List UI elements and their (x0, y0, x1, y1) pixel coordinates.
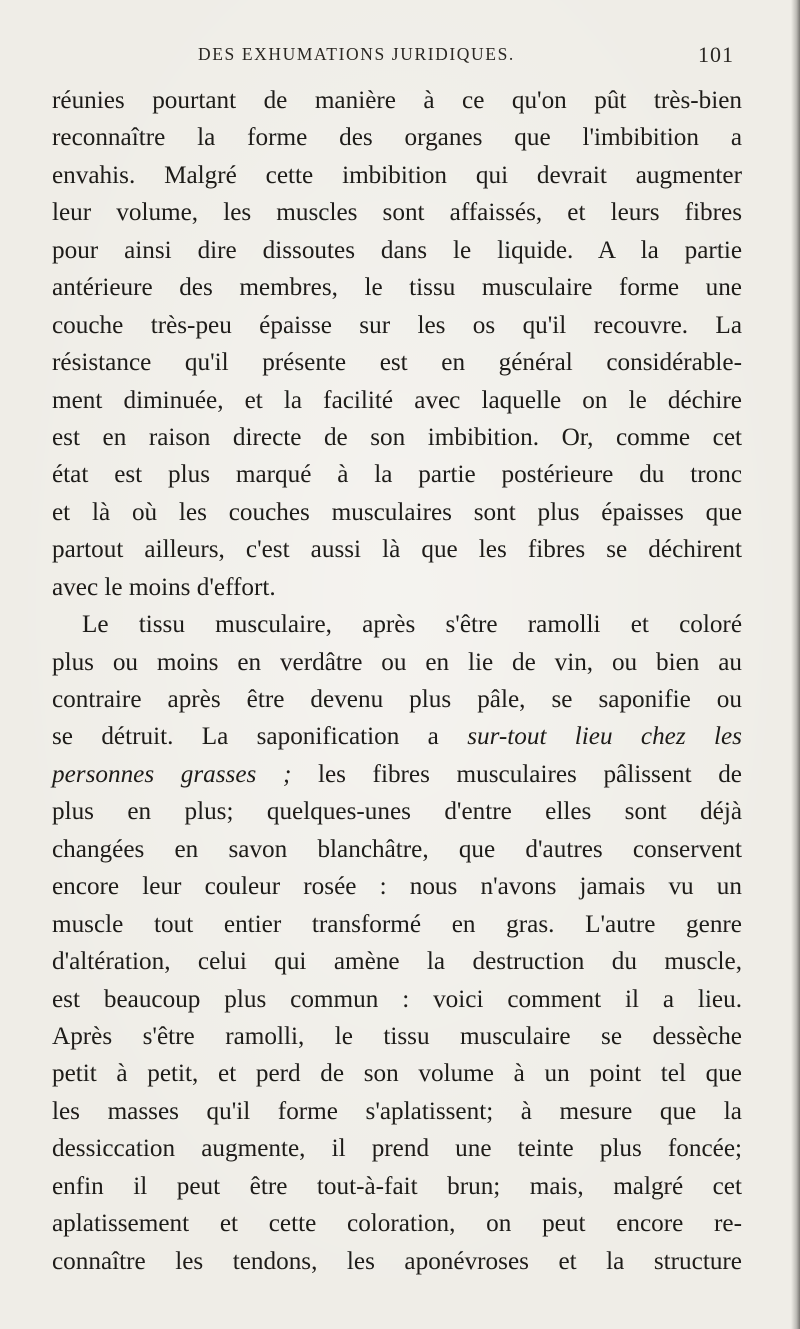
text-line: et là où les couches musculaires sont plus épaisses que (52, 498, 742, 526)
text-line: Après s'être ramolli, le tissu musculaire se dessèche (52, 1022, 742, 1050)
text-line: ment diminuée, et la facilité avec laquelle on le déchire (52, 386, 742, 414)
text-line: plus ou moins en verdâtre ou en lie de vin, ou bien au (52, 648, 742, 676)
text-line: enfin il peut être tout-à-fait brun; mais, malgré cet (52, 1172, 742, 1200)
text-line: envahis. Malgré cette imbibition qui devrait augmenter (52, 161, 742, 189)
text-line: est beaucoup plus commun : voici comment il a lieu. (52, 985, 742, 1013)
text-line: aplatissement et cette coloration, on peut encore re- (52, 1210, 742, 1238)
text-line: changées en savon blanchâtre, que d'autres conservent (52, 835, 742, 863)
text-line: contraire après être devenu plus pâle, se saponifie ou (52, 686, 742, 713)
italic-phrase: sur-tout lieu chez les (467, 723, 742, 751)
page-edge-shadow (791, 0, 800, 1329)
text-segment: les fibres musculaires pâlissent de (291, 760, 742, 788)
text-line: leur volume, les muscles sont affaissés, et leurs fibres (52, 199, 742, 227)
text-line: état est plus marqué à la partie postérieure du tronc (52, 461, 742, 489)
text-line: petit à petit, et perd de son volume à un point tel que (52, 1060, 742, 1088)
body-text (52, 82, 742, 1280)
paragraph-start-line: Le tissu musculaire, après s'être ramolli et coloré (82, 611, 742, 639)
text-line: est en raison directe de son imbibition. Or, comme cet (52, 423, 742, 451)
running-title: DES EXHUMATIONS JURIDIQUES. (198, 44, 515, 64)
page-number: 101 (698, 42, 734, 67)
text-line: connaître les tendons, les aponévroses et la structure (52, 1247, 742, 1275)
text-line: muscle tout entier transformé en gras. L'autre genre (52, 910, 742, 938)
text-line: reconnaître la forme des organes que l'imbibition a (52, 124, 742, 152)
text-line: antérieure des membres, le tissu musculaire forme une (52, 274, 742, 302)
running-head (198, 44, 740, 74)
text-line (52, 756, 742, 793)
text-line: résistance qu'il présente est en général considérable- (52, 349, 742, 377)
text-line: partout ailleurs, c'est aussi là que les fibres se déchirent (52, 536, 742, 564)
text-segment: se détruit. La saponification a (52, 723, 468, 751)
italic-phrase: personnes grasses ; (52, 760, 292, 788)
text-line: pour ainsi dire dissoutes dans le liquide. A la partie (52, 236, 742, 264)
text-line: réunies pourtant de manière à ce qu'on pût très-bien (52, 87, 742, 114)
text-line (52, 718, 742, 755)
paragraph-end-line: avec le moins d'effort. (52, 573, 276, 601)
text-line: d'altération, celui qui amène la destruction du muscle, (52, 948, 742, 976)
text-line: encore leur couleur rosée : nous n'avons jamais vu un (52, 873, 742, 901)
text-line: plus en plus; quelques-unes d'entre elles sont déjà (52, 798, 742, 826)
text-line: les masses qu'il forme s'aplatissent; à mesure que la (52, 1097, 742, 1125)
text-line: couche très-peu épaisse sur les os qu'il recouvre. La (52, 311, 742, 339)
text-line: dessiccation augmente, il prend une teinte plus foncée; (52, 1135, 742, 1163)
